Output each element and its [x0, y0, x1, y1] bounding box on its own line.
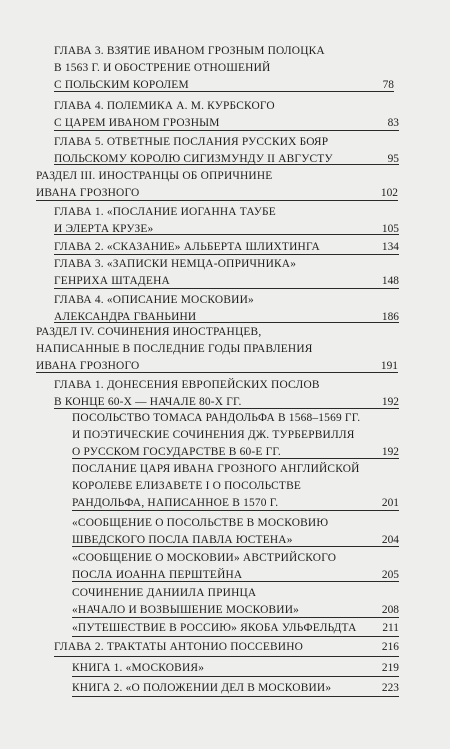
toc-entry-title [54, 292, 399, 326]
title-line: С ПОЛЬСКИМ КОРОЛЕМ [54, 79, 189, 91]
toc-entry-title [54, 98, 399, 132]
toc-entry-title [54, 639, 399, 656]
title-line: ПОСЛАНИЕ ЦАРЯ ИВАНА ГРОЗНОГО АНГЛИЙСКОЙ [72, 463, 360, 475]
title-line: С ЦАРЕМ ИВАНОМ ГРОЗНЫМ [54, 117, 220, 129]
toc-entry-page: 208 [381, 604, 399, 616]
toc-subentry[interactable] [72, 461, 399, 512]
title-line: РАЗДЕЛ III. ИНОСТРАНЦЫ ОБ ОПРИЧНИНЕ [36, 170, 273, 182]
entry-underline [54, 656, 399, 657]
title-line: «НАЧАЛО И ВОЗВЫШЕНИЕ МОСКОВИИ» [72, 604, 300, 616]
title-line: «ПУТЕШЕСТВИЕ В РОССИЮ» ЯКОБА УЛЬФЕЛЬДТА [72, 622, 357, 634]
title-line: «СООБЩЕНИЕ О МОСКОВИИ» АВСТРИЙСКОГО [72, 552, 337, 564]
title-line: ИВАНА ГРОЗНОГО [36, 360, 140, 372]
title-line: ГЛАВА 4. ПОЛЕМИКА А. М. КУРБСКОГО [54, 100, 275, 112]
title-line: РАЗДЕЛ IV. СОЧИНЕНИЯ ИНОСТРАНЦЕВ, [36, 326, 262, 338]
entry-underline [72, 458, 399, 459]
title-line: ГЛАВА 2. «СКАЗАНИЕ» АЛЬБЕРТА ШЛИХТИНГА [54, 241, 320, 253]
toc-entry-title [54, 377, 399, 411]
title-line: ПОСОЛЬСТВО ТОМАСА РАНДОЛЬФА В 1568–1569 ГГ. [72, 412, 361, 424]
title-line: ГЛАВА 3. ВЗЯТИЕ ИВАНОМ ГРОЗНЫМ ПОЛОЦКА [54, 45, 325, 57]
title-line: ГЛАВА 1. ДОНЕСЕНИЯ ЕВРОПЕЙСКИХ ПОСЛОВ [54, 379, 320, 391]
toc-entry[interactable] [54, 292, 399, 326]
title-line: ГЛАВА 5. ОТВЕТНЫЕ ПОСЛАНИЯ РУССКИХ БОЯР [54, 136, 329, 148]
toc-entry[interactable] [54, 639, 399, 656]
toc-subentry[interactable] [72, 550, 399, 584]
toc-entry-page: 211 [382, 622, 399, 634]
title-line: ГЛАВА 1. «ПОСЛАНИЕ ИОГАННА ТАУБЕ [54, 206, 276, 218]
title-line: «СООБЩЕНИЕ О ПОСОЛЬСТВЕ В МОСКОВИЮ [72, 517, 329, 529]
toc-entry-title [54, 204, 399, 238]
toc-entry-page: 192 [381, 396, 399, 408]
title-line: В 1563 Г. И ОБОСТРЕНИЕ ОТНОШЕНИЙ [54, 62, 271, 74]
toc-entry-title [72, 620, 399, 637]
toc-entry[interactable] [54, 134, 399, 168]
toc-entry-title [36, 168, 398, 202]
toc-entry-page: 219 [381, 662, 399, 674]
toc-entry[interactable] [54, 98, 399, 132]
toc-entry-title [72, 461, 399, 512]
toc-entry-page: 205 [381, 569, 399, 581]
entry-underline [54, 288, 399, 289]
title-line: КНИГА 2. «О ПОЛОЖЕНИИ ДЕЛ В МОСКОВИИ» [72, 682, 332, 694]
title-line: СОЧИНЕНИЕ ДАНИИЛА ПРИНЦА [72, 587, 257, 599]
toc-entry-page: 191 [380, 360, 398, 372]
entry-underline [72, 546, 399, 547]
title-line: ИВАНА ГРОЗНОГО [36, 187, 140, 199]
entry-underline [54, 130, 399, 131]
toc-entry-title [72, 660, 399, 677]
toc-subentry[interactable] [72, 620, 399, 637]
toc-entry-title [72, 515, 399, 549]
entry-underline [54, 408, 399, 409]
title-line: АЛЕКСАНДРА ГВАНЬИНИ [54, 311, 197, 323]
toc-subentry[interactable] [72, 601, 399, 618]
title-line: И ЭЛЕРТА КРУЗЕ» [54, 223, 154, 235]
title-line: ГЛАВА 4. «ОПИСАНИЕ МОСКОВИИ» [54, 294, 254, 306]
toc-entry-page: 105 [381, 223, 399, 235]
title-line: ПОЛЬСКОМУ КОРОЛЮ СИГИЗМУНДУ II АВГУСТУ [54, 153, 333, 165]
toc-entry-title [72, 410, 399, 461]
toc-entry-page: 102 [380, 187, 398, 199]
entry-underline [72, 510, 399, 511]
entry-underline [36, 372, 398, 373]
toc-entry[interactable] [54, 204, 399, 238]
toc-entry[interactable] [54, 256, 399, 290]
toc-entry-page: 186 [381, 311, 399, 323]
toc-entry[interactable] [54, 43, 394, 94]
title-line: О РУССКОМ ГОСУДАРСТВЕ В 60-Е ГГ. [72, 446, 281, 458]
title-line: КНИГА 1. «МОСКОВИЯ» [72, 662, 205, 674]
entry-underline [72, 696, 399, 697]
toc-entry-title [54, 134, 399, 168]
toc-entry-page: 148 [381, 275, 399, 287]
toc-entry-page: 78 [382, 79, 394, 91]
toc-subentry[interactable] [72, 660, 399, 677]
title-line: ГЕНРИХА ШТАДЕНА [54, 275, 170, 287]
entry-underline [54, 164, 399, 165]
toc-entry[interactable] [54, 377, 399, 411]
title-line: КОРОЛЕВЕ ЕЛИЗАВЕТЕ I О ПОСОЛЬСТВЕ [72, 480, 302, 492]
title-line: ГЛАВА 3. «ЗАПИСКИ НЕМЦА-ОПРИЧНИКА» [54, 258, 297, 270]
title-line: ПОСЛА ИОАННА ПЕРШТЕЙНА [72, 569, 243, 581]
title-line: НАПИСАННЫЕ В ПОСЛЕДНИЕ ГОДЫ ПРАВЛЕНИЯ [36, 343, 313, 355]
title-line: ШВЕДСКОГО ПОСЛА ПАВЛА ЮСТЕНА» [72, 534, 293, 546]
toc-subentry[interactable] [72, 515, 399, 549]
toc-entry-page: 95 [387, 153, 399, 165]
entry-underline [54, 91, 394, 92]
entry-underline [72, 676, 399, 677]
entry-underline [72, 636, 399, 637]
toc-section-entry[interactable] [36, 324, 398, 375]
title-line: РАНДОЛЬФА, НАПИСАННОЕ В 1570 Г. [72, 497, 279, 509]
toc-entry-page: 201 [381, 497, 399, 509]
entry-underline [54, 254, 399, 255]
entry-underline [72, 581, 399, 582]
toc-entry-page: 216 [381, 641, 399, 653]
title-line: И ПОЭТИЧЕСКИЕ СОЧИНЕНИЯ ДЖ. ТУРБЕРВИЛЛЯ [72, 429, 355, 441]
toc-section-entry[interactable] [36, 168, 398, 202]
toc-entry-page: 204 [381, 534, 399, 546]
toc-entry-title [54, 43, 394, 94]
toc-entry-page: 83 [387, 117, 399, 129]
toc-entry-title [36, 324, 398, 375]
entry-underline [54, 234, 399, 235]
toc-entry-page: 134 [381, 241, 399, 253]
toc-entry-page: 192 [381, 446, 399, 458]
entry-underline [36, 200, 398, 201]
title-line: В КОНЦЕ 60-Х — НАЧАЛЕ 80-Х ГГ. [54, 396, 242, 408]
toc-subentry[interactable] [72, 680, 399, 697]
toc-entry-title [72, 550, 399, 584]
toc-entry-page: 223 [381, 682, 399, 694]
title-line: ГЛАВА 2. ТРАКТАТЫ АНТОНИО ПОССЕВИНО [54, 641, 304, 653]
toc-subentry[interactable] [72, 410, 399, 461]
entry-underline [54, 322, 399, 323]
toc-entry-title [72, 680, 399, 697]
toc-entry-title [54, 256, 399, 290]
